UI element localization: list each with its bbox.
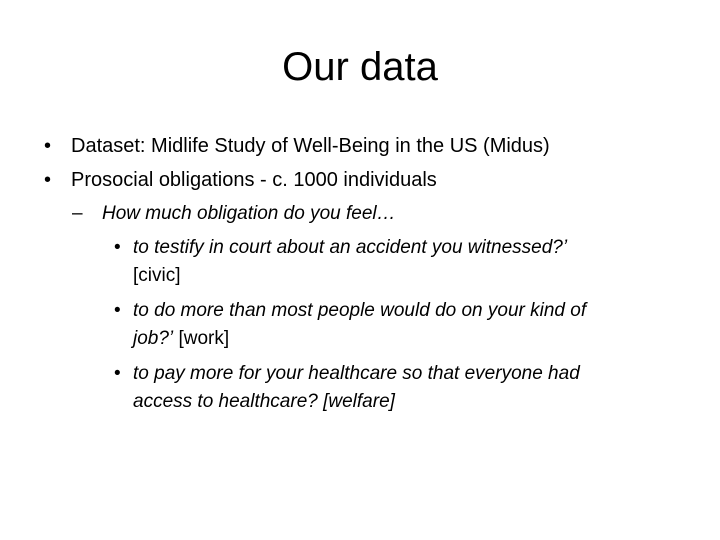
question-italic-line1: to pay more for your healthcare so that everyone had xyxy=(133,363,580,384)
question-italic: to testify in court about an accident you witnessed?’ xyxy=(133,237,568,258)
question-text xyxy=(133,360,681,416)
bullet-marker: • xyxy=(44,169,52,191)
bullet-text: Prosocial obligations - c. 1000 individuals xyxy=(71,169,437,191)
slide-title: Our data xyxy=(282,45,438,89)
bullet-text: Dataset: Midlife Study of Well-Being in the US (Midus) xyxy=(71,135,550,157)
question-tag: [civic] xyxy=(133,265,181,286)
question-italic-line1: to do more than most people would do on your kind of xyxy=(133,300,587,321)
bullet-marker: • xyxy=(44,135,52,157)
question-text xyxy=(133,297,681,353)
bullet-marker: • xyxy=(114,363,121,384)
bullet-marker: • xyxy=(114,237,121,258)
question-tag: [work] xyxy=(178,328,230,349)
question-italic-line2: access to healthcare? [welfare] xyxy=(133,391,395,412)
dash-marker: – xyxy=(72,203,83,224)
bullet-marker: • xyxy=(114,300,121,321)
question-text xyxy=(133,234,681,290)
sub-bullet-text: How much obligation do you feel… xyxy=(102,203,396,224)
question-italic-line2: job?’ xyxy=(133,328,174,349)
